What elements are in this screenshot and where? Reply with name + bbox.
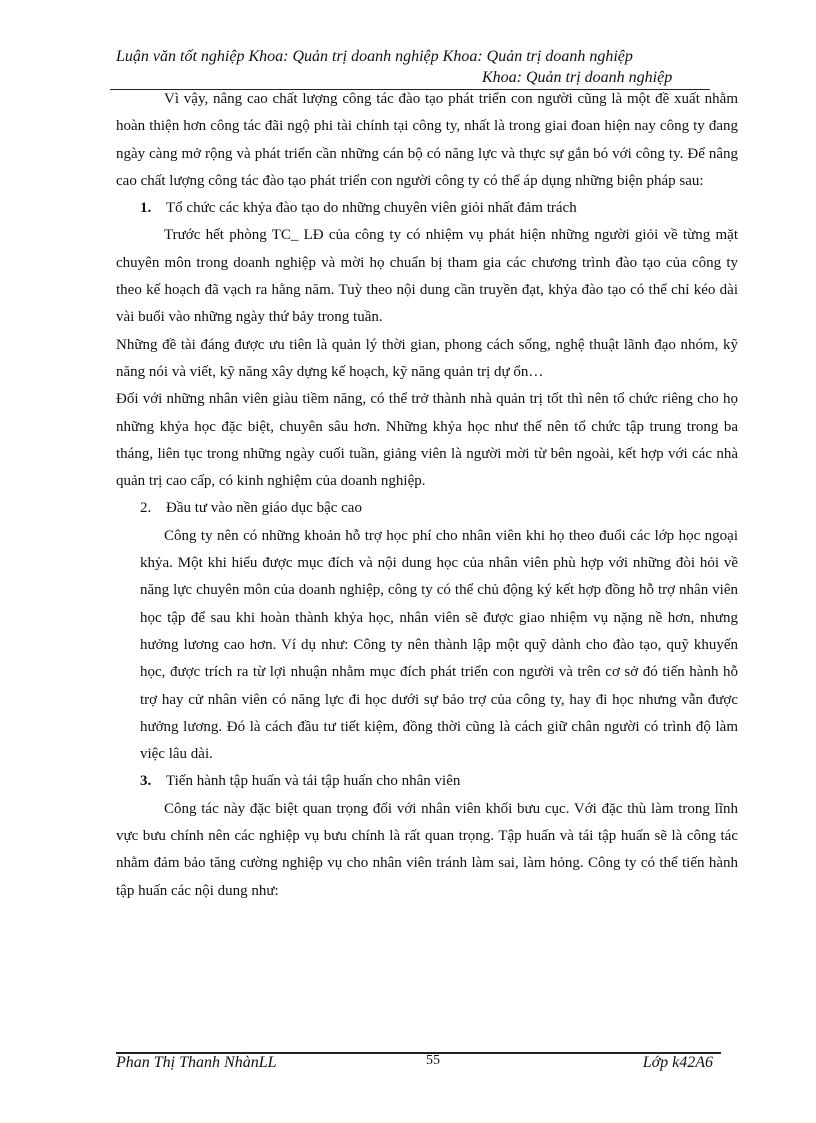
paragraph-1b: Những đề tài đáng được ưu tiên là quản lý thời gian, phong cách sống, nghệ thuật lãnh đạo nhóm, kỹ năng nói và viết, kỹ năng xây dựng kế hoạch, kỹ năng quản trị dự ổn… bbox=[116, 336, 738, 380]
header-line-2: Khoa: Quản trị doanh nghiệp bbox=[482, 69, 673, 86]
heading-3-number: 3. bbox=[140, 773, 152, 790]
heading-1-text: Tổ chức các khỷa đào tạo do những chuyên viên giỏi nhất đảm trách bbox=[166, 200, 577, 217]
page-number: 55 bbox=[426, 1053, 440, 1068]
heading-2-number: 2. bbox=[140, 500, 152, 517]
paragraph-1a: Trước hết phòng TC_ LĐ của công ty có nhiệm vụ phát hiện những người giỏi về từng mặt chuyên môn trong doanh nghiệp và mời họ chuẩn bị tham gia các chương trình đào tạo của công ty theo kế hoạch đã vạch ra hằng năm. Tuỳ theo nội dung cần truyền đạt, khỷa đào tạo có thể chỉ kéo dài vài buổi vào những ngày thứ bảy trong tuần. bbox=[116, 227, 738, 326]
footer-class: Lớp k42A6 bbox=[642, 1054, 713, 1071]
header-line-1: Luận văn tốt nghiệp Khoa: Quản trị doanh nghiệp Khoa: Quản trị doanh nghiệp bbox=[116, 48, 633, 65]
paragraph-intro: Vì vậy, nâng cao chất lượng công tác đào tạo phát triển con người cũng là một đề xuất nhằm hoàn thiện hơn công tác đãi ngộ phi tài chính tại công ty, nhất là trong giai đoan hiện nay công ty đang ngày càng mở rộng và phát triển cần những cán bộ có năng lực và thực sự gắn bó với công ty. Để nâng cao chất lượng công tác đào tạo phát triển con người công ty có thể áp dụng những biện pháp sau: bbox=[116, 91, 738, 189]
heading-2 bbox=[116, 495, 738, 522]
page-footer bbox=[116, 1054, 721, 1078]
heading-1 bbox=[116, 195, 738, 222]
paragraph-3: Công tác này đặc biệt quan trọng đối với nhân viên khối bưu cục. Với đặc thù làm trong lĩnh vực bưu chính nên các nghiệp vụ bưu chính là rất quan trọng. Tập huấn và tái tập huấn sẽ là công tác nhằm đảm bảo tăng cường nghiệp vụ cho nhân viên tránh làm sai, làm hỏng. Công ty có thể tiến hành tập huấn các nội dung như: bbox=[116, 800, 738, 899]
footer-author: Phan Thị Thanh NhànLL bbox=[116, 1054, 277, 1071]
paragraph-1c: Đối với những nhân viên giàu tiềm năng, có thể trở thành nhà quản trị tốt thì nên tổ chức riêng cho họ những khỷa học đặc biệt, chuyên sâu hơn. Những khỷa học như thế nên tổ chức tập trung trong ba tháng, liên tục trong những ngày cuối tuần, giảng viên là người mời từ bên ngoài, kết hợp với các nhà quản trị cao cấp, có kinh nghiệm của doanh nghiệp. bbox=[116, 391, 738, 490]
paragraph-2: Công ty nên có những khoản hỗ trợ học phí cho nhân viên khi họ theo đuổi các lớp học ngoại khỷa. Một khi hiểu được mục đích và nội dung học của nhân viên phù hợp với những đòi hỏi về năng lực chuyên môn của doanh nghiệp, công ty có thể chủ động ký kết hợp đồng hỗ trợ nhân viên học tập để sau khi hoàn thành khỷa học, nhân viên sẽ được giao nhiệm vụ nặng nề hơn, nhưng hưởng lương cao hơn. Ví dụ như: Công ty nên thành lập một quỹ dành cho đào tạo, quỹ khuyến học, được trích ra từ lợi nhuận nhằm mục đích phát triển con người và trên cơ sở đó tiến hành hỗ trợ hay cử nhân viên có năng lực đi học dưới sự bảo trợ của công ty, hay đi học nhưng vẫn được hưởng lương. Đó là cách đầu tư tiết kiệm, đồng thời cũng là cách giữ chân người có trình độ làm việc lâu dài. bbox=[140, 527, 738, 763]
heading-2-text: Đầu tư vào nền giáo dục bậc cao bbox=[166, 500, 362, 517]
heading-3-text: Tiến hành tập huấn và tái tập huấn cho nhân viên bbox=[166, 773, 461, 790]
heading-1-number: 1. bbox=[140, 200, 152, 217]
document-body bbox=[116, 86, 738, 905]
heading-3 bbox=[116, 768, 738, 795]
